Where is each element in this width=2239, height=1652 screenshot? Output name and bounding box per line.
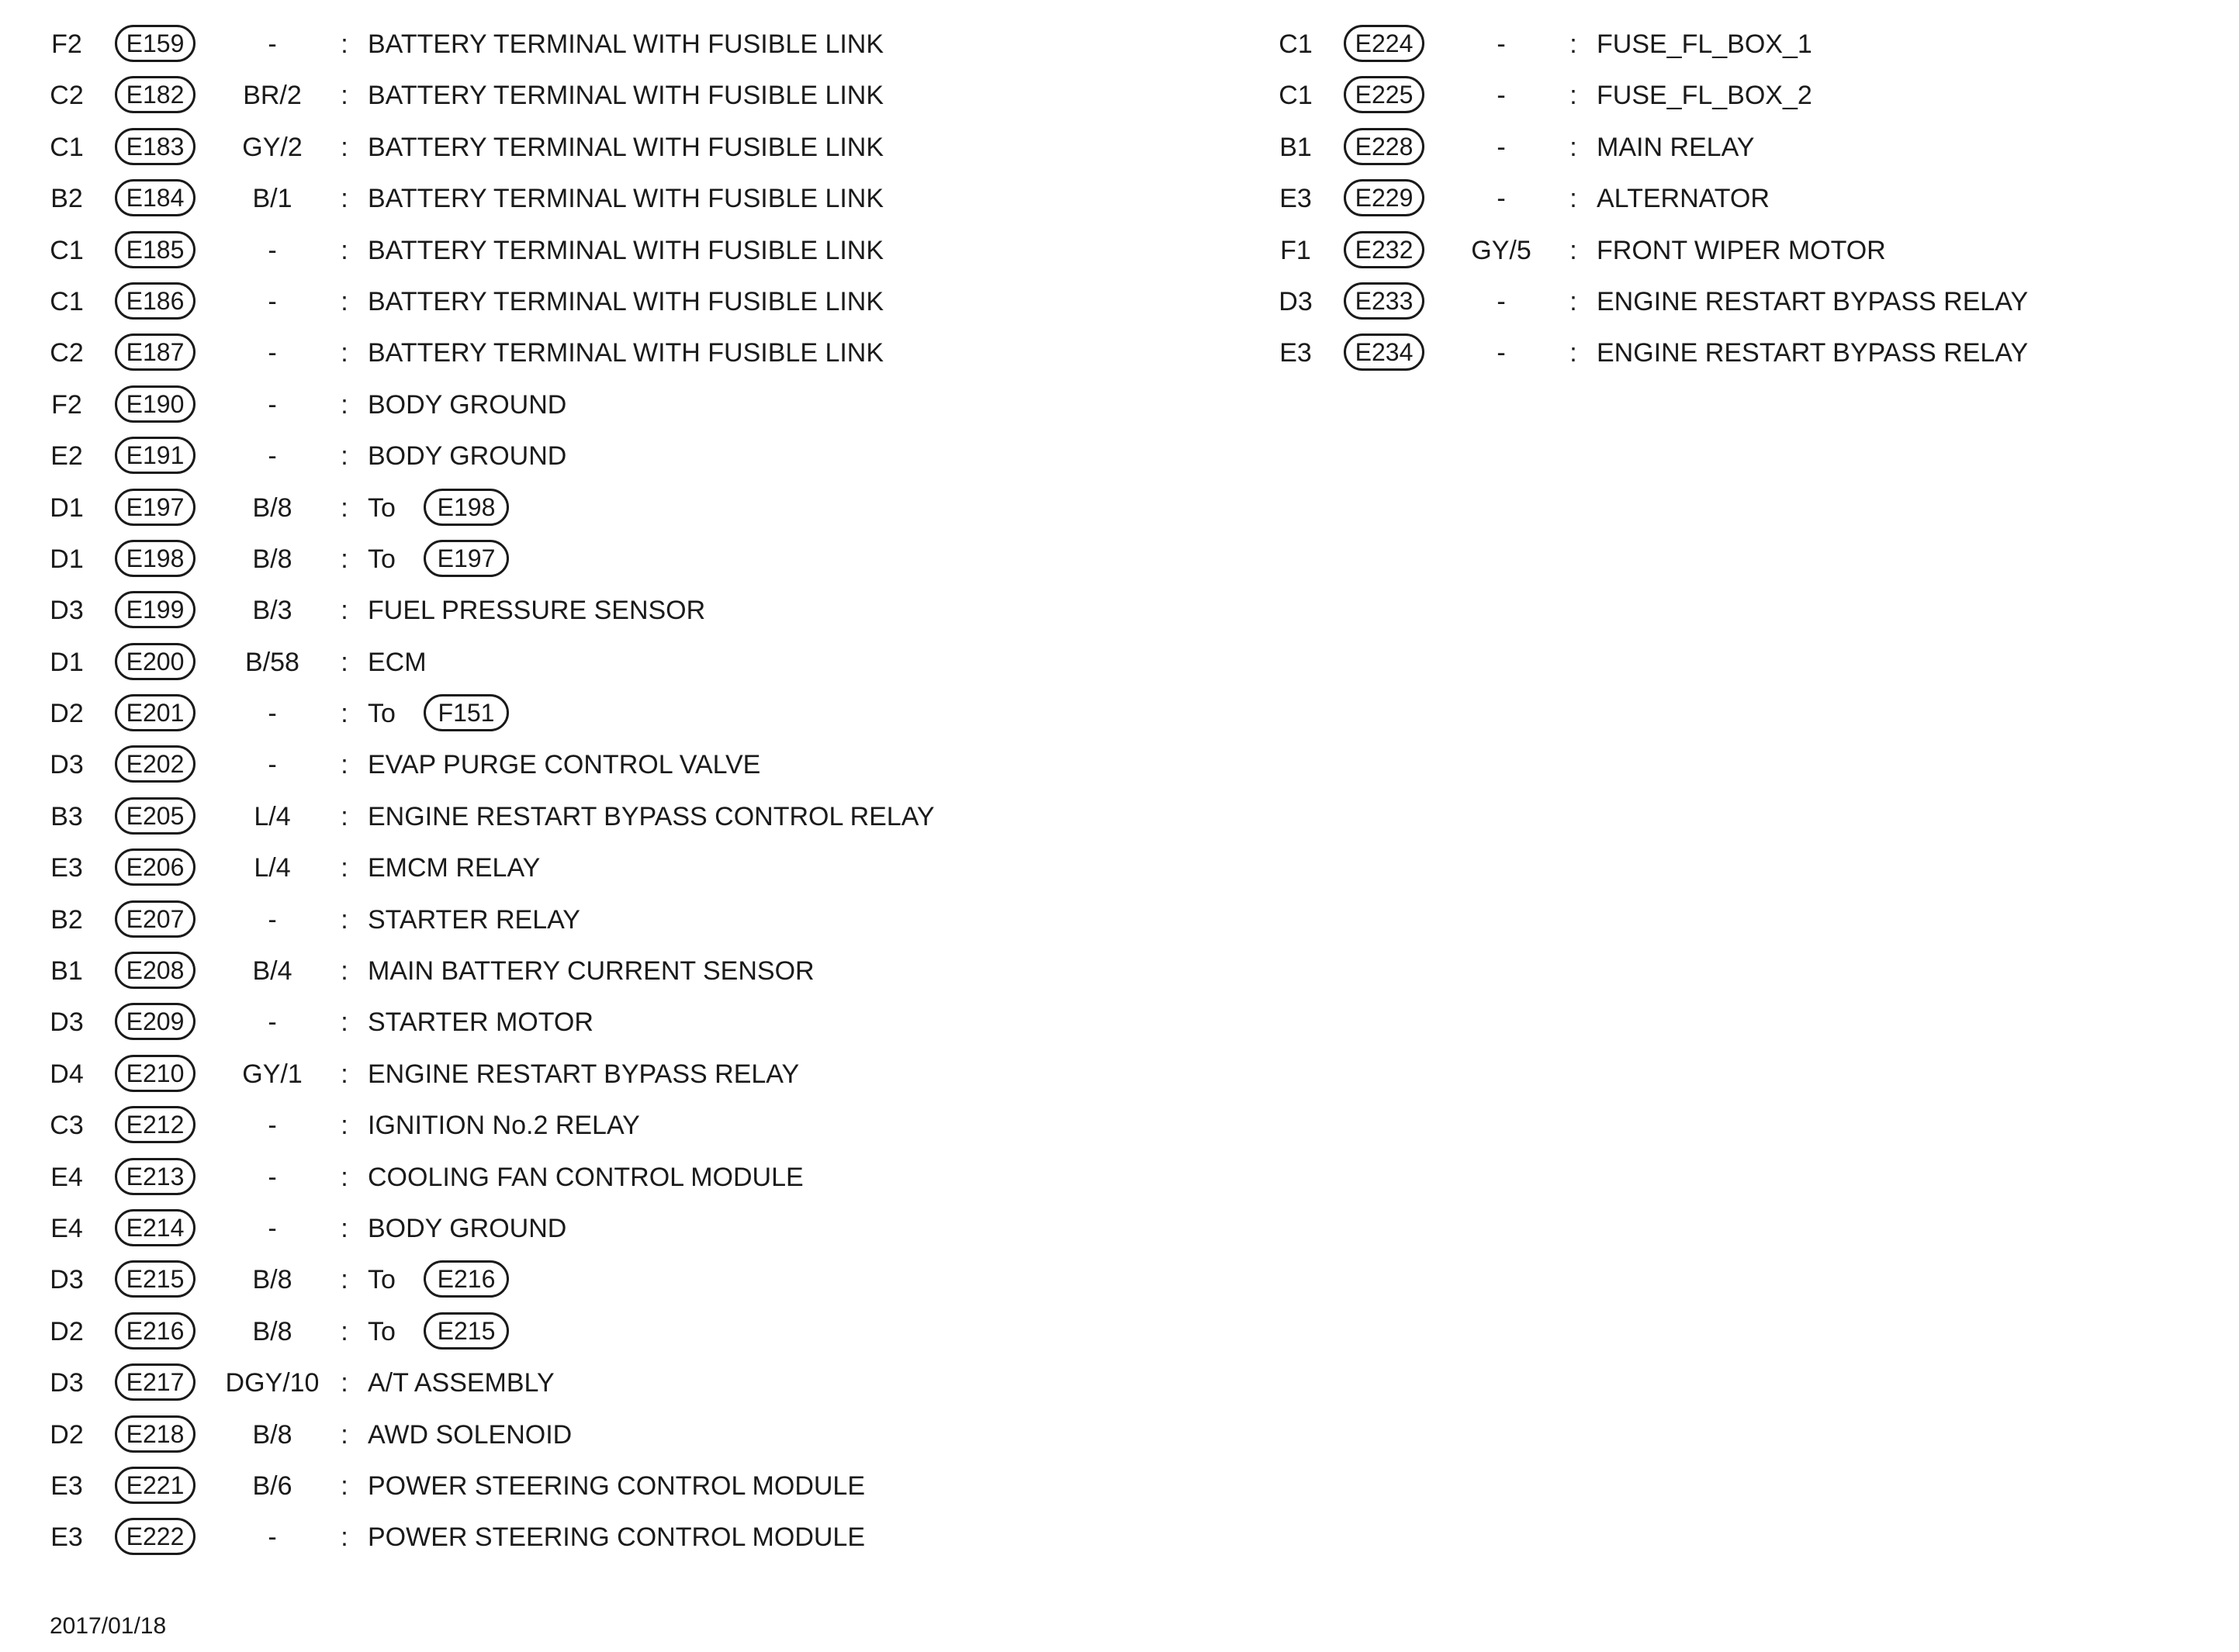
connector-color-pins: B/4 <box>252 956 292 987</box>
separator-colon: : <box>341 699 348 729</box>
separator-colon: : <box>1569 132 1577 162</box>
connector-row <box>1272 173 2239 224</box>
connector-row <box>43 1357 1052 1408</box>
connector-row <box>43 997 1052 1048</box>
connector-color-pins: - <box>268 750 277 780</box>
separator-colon: : <box>341 647 348 677</box>
connector-color-pins: B/58 <box>245 647 299 677</box>
connector-row <box>43 688 1052 739</box>
connector-color-pins: DGY/10 <box>225 1368 320 1398</box>
connector-color-pins: - <box>268 286 277 316</box>
grid-location: C1 <box>50 235 84 265</box>
grid-location: D3 <box>50 596 84 626</box>
grid-location: C1 <box>50 286 84 316</box>
connector-color-pins: - <box>1497 338 1506 368</box>
connector-description: To <box>368 1316 396 1346</box>
separator-colon: : <box>341 1316 348 1346</box>
connector-id-badge: E206 <box>115 848 196 886</box>
connector-id-badge: E210 <box>115 1055 196 1092</box>
connector-color-pins: - <box>268 1007 277 1038</box>
grid-location: E3 <box>50 853 83 883</box>
grid-location: B2 <box>50 184 83 214</box>
connector-color-pins: B/1 <box>252 184 292 214</box>
connector-color-pins: - <box>268 235 277 265</box>
connector-description: To <box>368 1265 396 1295</box>
separator-colon: : <box>341 235 348 265</box>
connector-description: MAIN BATTERY CURRENT SENSOR <box>368 956 815 987</box>
grid-location: C1 <box>1279 81 1313 111</box>
separator-colon: : <box>341 1419 348 1450</box>
connector-description: BATTERY TERMINAL WITH FUSIBLE LINK <box>368 29 884 59</box>
grid-location: E4 <box>50 1162 83 1192</box>
connector-id-badge: E159 <box>115 25 196 62</box>
connector-description: A/T ASSEMBLY <box>368 1368 555 1398</box>
grid-location: D1 <box>50 492 84 523</box>
connector-description: FUSE_FL_BOX_2 <box>1597 81 1812 111</box>
grid-location: C2 <box>50 338 84 368</box>
connector-color-pins: GY/1 <box>242 1059 303 1089</box>
separator-colon: : <box>1569 29 1577 59</box>
connector-row <box>43 379 1052 430</box>
connector-id-badge: E205 <box>115 797 196 835</box>
separator-colon: : <box>1569 184 1577 214</box>
grid-location: D3 <box>1279 286 1313 316</box>
separator-colon: : <box>341 132 348 162</box>
grid-location: E3 <box>1279 184 1312 214</box>
separator-colon: : <box>341 1007 348 1038</box>
connector-description: AWD SOLENOID <box>368 1419 573 1450</box>
separator-colon: : <box>341 1111 348 1141</box>
connector-description: STARTER RELAY <box>368 904 580 935</box>
connector-color-pins: B/8 <box>252 492 292 523</box>
connector-description: To <box>368 699 396 729</box>
grid-location: E3 <box>1279 338 1312 368</box>
connector-color-pins: - <box>1497 132 1506 162</box>
connector-description: ALTERNATOR <box>1597 184 1770 214</box>
connector-description: BATTERY TERMINAL WITH FUSIBLE LINK <box>368 184 884 214</box>
grid-location: C3 <box>50 1111 84 1141</box>
to-connector-badge: E215 <box>424 1312 509 1350</box>
connector-row <box>43 430 1052 482</box>
connector-row <box>43 1152 1052 1203</box>
connector-id-badge: E186 <box>115 282 196 320</box>
connector-id-badge: E213 <box>115 1158 196 1195</box>
grid-location: D3 <box>50 1007 84 1038</box>
connector-id-badge: E202 <box>115 745 196 783</box>
connector-id-badge: E191 <box>115 437 196 474</box>
connector-id-badge: E184 <box>115 179 196 216</box>
connector-color-pins: B/8 <box>252 1265 292 1295</box>
connector-list-right <box>1272 19 2239 379</box>
connector-description: EMCM RELAY <box>368 853 541 883</box>
separator-colon: : <box>1569 338 1577 368</box>
connector-id-badge: E212 <box>115 1106 196 1143</box>
connector-row <box>43 482 1052 534</box>
connector-description: IGNITION No.2 RELAY <box>368 1111 640 1141</box>
connector-id-badge: E221 <box>115 1467 196 1504</box>
connector-id-badge: E233 <box>1344 282 1424 320</box>
separator-colon: : <box>341 492 348 523</box>
connector-row <box>43 19 1052 70</box>
grid-location: E3 <box>50 1471 83 1501</box>
connector-id-badge: E208 <box>115 952 196 989</box>
connector-id-badge: E187 <box>115 334 196 371</box>
to-connector-badge: E197 <box>424 540 509 577</box>
separator-colon: : <box>341 81 348 111</box>
separator-colon: : <box>341 1059 348 1089</box>
separator-colon: : <box>341 29 348 59</box>
connector-id-badge: E199 <box>115 591 196 628</box>
connector-color-pins: - <box>268 389 277 420</box>
connector-description: COOLING FAN CONTROL MODULE <box>368 1162 804 1192</box>
connector-description: FUSE_FL_BOX_1 <box>1597 29 1812 59</box>
connector-description: To <box>368 492 396 523</box>
connector-row <box>43 1409 1052 1460</box>
separator-colon: : <box>341 1368 348 1398</box>
connector-row <box>43 894 1052 945</box>
connector-id-badge: E217 <box>115 1363 196 1401</box>
connector-row <box>1272 327 2239 378</box>
separator-colon: : <box>341 184 348 214</box>
connector-color-pins: L/4 <box>254 801 291 831</box>
connector-color-pins: - <box>1497 29 1506 59</box>
grid-location: B1 <box>50 956 83 987</box>
connector-color-pins: - <box>268 1111 277 1141</box>
connector-color-pins: - <box>268 1162 277 1192</box>
connector-description: ENGINE RESTART BYPASS RELAY <box>1597 338 2029 368</box>
separator-colon: : <box>341 904 348 935</box>
connector-color-pins: B/8 <box>252 1316 292 1346</box>
connector-id-badge: E183 <box>115 128 196 165</box>
connector-color-pins: - <box>1497 184 1506 214</box>
connector-description: To <box>368 544 396 574</box>
grid-location: F2 <box>51 389 82 420</box>
connector-description: BATTERY TERMINAL WITH FUSIBLE LINK <box>368 81 884 111</box>
separator-colon: : <box>341 1213 348 1243</box>
grid-location: D1 <box>50 544 84 574</box>
connector-row <box>43 1049 1052 1100</box>
connector-color-pins: B/3 <box>252 596 292 626</box>
connector-description: STARTER MOTOR <box>368 1007 593 1038</box>
grid-location: B1 <box>1279 132 1312 162</box>
connector-description: ENGINE RESTART BYPASS CONTROL RELAY <box>368 801 935 831</box>
connector-color-pins: - <box>268 699 277 729</box>
separator-colon: : <box>1569 81 1577 111</box>
connector-row <box>43 70 1052 121</box>
connector-description: MAIN RELAY <box>1597 132 1755 162</box>
connector-color-pins: B/6 <box>252 1471 292 1501</box>
separator-colon: : <box>341 750 348 780</box>
connector-description: BODY GROUND <box>368 389 567 420</box>
connector-row <box>43 327 1052 378</box>
connector-row <box>43 225 1052 276</box>
separator-colon: : <box>1569 235 1577 265</box>
grid-location: D4 <box>50 1059 84 1089</box>
connector-id-badge: E228 <box>1344 128 1424 165</box>
grid-location: E4 <box>50 1213 83 1243</box>
connector-color-pins: - <box>268 338 277 368</box>
connector-description: ENGINE RESTART BYPASS RELAY <box>368 1059 800 1089</box>
connector-description: BATTERY TERMINAL WITH FUSIBLE LINK <box>368 338 884 368</box>
connector-color-pins: - <box>268 29 277 59</box>
connector-description: ECM <box>368 647 427 677</box>
separator-colon: : <box>341 596 348 626</box>
separator-colon: : <box>341 1471 348 1501</box>
separator-colon: : <box>1569 286 1577 316</box>
grid-location: D2 <box>50 1419 84 1450</box>
connector-description: POWER STEERING CONTROL MODULE <box>368 1522 866 1553</box>
connector-row <box>43 173 1052 224</box>
separator-colon: : <box>341 801 348 831</box>
connector-row <box>43 945 1052 997</box>
connector-color-pins: B/8 <box>252 1419 292 1450</box>
connector-color-pins: L/4 <box>254 853 291 883</box>
grid-location: D2 <box>50 699 84 729</box>
grid-location: F1 <box>1280 235 1311 265</box>
connector-color-pins: - <box>268 904 277 935</box>
footer-date: 2017/01/18 <box>50 1613 167 1639</box>
grid-location: F2 <box>51 29 82 59</box>
connector-row <box>1272 122 2239 173</box>
connector-description: ENGINE RESTART BYPASS RELAY <box>1597 286 2029 316</box>
connector-row <box>43 739 1052 790</box>
connector-color-pins: - <box>268 441 277 472</box>
connector-id-badge: E185 <box>115 231 196 268</box>
connector-row <box>43 1100 1052 1151</box>
connector-row <box>1272 19 2239 70</box>
to-connector-badge: F151 <box>424 694 509 731</box>
connector-id-badge: E225 <box>1344 76 1424 113</box>
connector-description: EVAP PURGE CONTROL VALVE <box>368 750 761 780</box>
connector-row <box>43 534 1052 585</box>
connector-row <box>1272 70 2239 121</box>
grid-location: D1 <box>50 647 84 677</box>
grid-location: B2 <box>50 904 83 935</box>
separator-colon: : <box>341 1265 348 1295</box>
connector-color-pins: - <box>268 1213 277 1243</box>
connector-color-pins: B/8 <box>252 544 292 574</box>
separator-colon: : <box>341 441 348 472</box>
connector-list-left <box>43 19 1052 1564</box>
grid-location: C1 <box>50 132 84 162</box>
connector-id-badge: E218 <box>115 1415 196 1453</box>
connector-color-pins: GY/5 <box>1471 235 1531 265</box>
connector-row <box>43 1460 1052 1512</box>
connector-row <box>43 637 1052 688</box>
connector-id-badge: E214 <box>115 1209 196 1246</box>
separator-colon: : <box>341 1162 348 1192</box>
grid-location: D3 <box>50 1368 84 1398</box>
connector-row <box>43 1306 1052 1357</box>
separator-colon: : <box>341 956 348 987</box>
connector-id-badge: E234 <box>1344 334 1424 371</box>
connector-id-badge: E198 <box>115 540 196 577</box>
connector-id-badge: E207 <box>115 900 196 938</box>
connector-row <box>1272 225 2239 276</box>
connector-row <box>43 585 1052 636</box>
connector-description: FUEL PRESSURE SENSOR <box>368 596 706 626</box>
separator-colon: : <box>341 1522 348 1553</box>
connector-id-badge: E224 <box>1344 25 1424 62</box>
connector-description: FRONT WIPER MOTOR <box>1597 235 1886 265</box>
connector-row <box>43 122 1052 173</box>
grid-location: C2 <box>50 81 84 111</box>
connector-row <box>43 1512 1052 1563</box>
connector-id-badge: E182 <box>115 76 196 113</box>
connector-id-badge: E209 <box>115 1003 196 1040</box>
connector-description: POWER STEERING CONTROL MODULE <box>368 1471 866 1501</box>
connector-color-pins: - <box>268 1522 277 1553</box>
separator-colon: : <box>341 389 348 420</box>
connector-row <box>1272 276 2239 327</box>
connector-id-badge: E216 <box>115 1312 196 1350</box>
separator-colon: : <box>341 286 348 316</box>
connector-description: BATTERY TERMINAL WITH FUSIBLE LINK <box>368 132 884 162</box>
connector-id-badge: E200 <box>115 643 196 680</box>
connector-id-badge: E215 <box>115 1260 196 1298</box>
connector-color-pins: - <box>1497 81 1506 111</box>
connector-id-badge: E201 <box>115 694 196 731</box>
connector-description: BATTERY TERMINAL WITH FUSIBLE LINK <box>368 235 884 265</box>
grid-location: D3 <box>50 1265 84 1295</box>
grid-location: D2 <box>50 1316 84 1346</box>
grid-location: E3 <box>50 1522 83 1553</box>
grid-location: C1 <box>1279 29 1313 59</box>
connector-row <box>43 276 1052 327</box>
connector-description: BODY GROUND <box>368 441 567 472</box>
connector-id-badge: E232 <box>1344 231 1424 268</box>
connector-row <box>43 1203 1052 1254</box>
connector-color-pins: - <box>1497 286 1506 316</box>
separator-colon: : <box>341 853 348 883</box>
connector-id-badge: E229 <box>1344 179 1424 216</box>
connector-color-pins: GY/2 <box>242 132 303 162</box>
separator-colon: : <box>341 338 348 368</box>
connector-row <box>43 1254 1052 1305</box>
connector-description: BATTERY TERMINAL WITH FUSIBLE LINK <box>368 286 884 316</box>
connector-row <box>43 791 1052 842</box>
connector-color-pins: BR/2 <box>243 81 302 111</box>
connector-id-badge: E190 <box>115 385 196 423</box>
connector-description: BODY GROUND <box>368 1213 567 1243</box>
connector-row <box>43 842 1052 893</box>
to-connector-badge: E198 <box>424 489 509 526</box>
grid-location: B3 <box>50 801 83 831</box>
to-connector-badge: E216 <box>424 1260 509 1298</box>
grid-location: E2 <box>50 441 83 472</box>
connector-id-badge: E222 <box>115 1518 196 1555</box>
connector-id-badge: E197 <box>115 489 196 526</box>
separator-colon: : <box>341 544 348 574</box>
grid-location: D3 <box>50 750 84 780</box>
